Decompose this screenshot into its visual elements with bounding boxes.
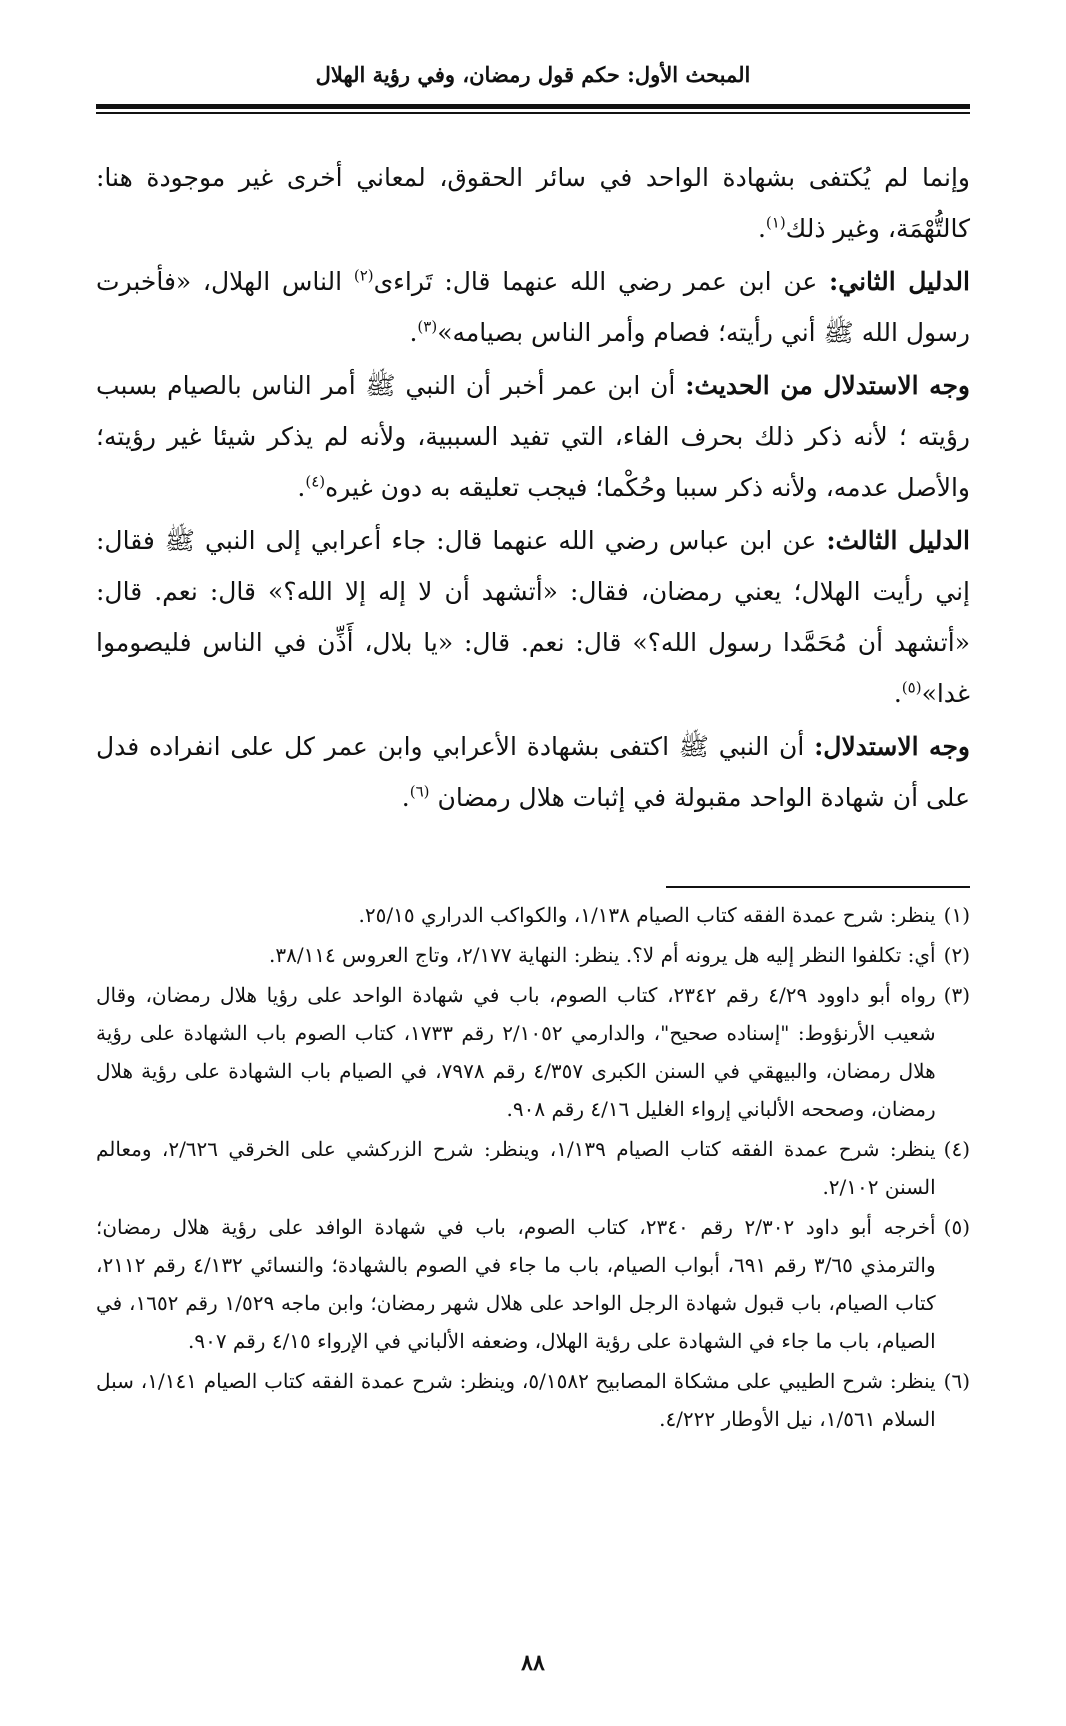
footnote-text: رواه أبو داوود ٤/٢٩ رقم ٢٣٤٢، كتاب الصوم، باب في شهادة الواحد على رؤيا هلال رمضان، وقال شعيب الأرنؤوط: "إسناده صحيح"، والدارمي ٢/١٠٥٢ رقم ١٧٣٣، كتاب الصوم باب الشهادة على رؤية هلال رمضان، والبيهقي في السنن الكبرى ٤/٣٥٧ رقم ٧٩٧٨، في الصيام باب الشهادة على رؤية هلال رمضان، وصححه الألباني إرواء الغليل ٤/١٦ رقم ٩٠٨.	[96, 983, 936, 1121]
header-rule-thin	[96, 112, 970, 114]
footnote-6	[96, 1362, 970, 1438]
paragraph-lead: وجه الاستدلال:	[814, 732, 970, 761]
footnote-ref: (١)	[765, 213, 786, 232]
footnote-text: ينظر: شرح الطيبي على مشكاة المصابيح ٥/١٥٨٢، وينظر: شرح عمدة الفقه كتاب الصيام ١/١٤١، سبل السلام ١/٥٦١، نيل الأوطار ٤/٢٢٢.	[96, 1369, 936, 1431]
paragraph-end: .	[409, 318, 418, 347]
footnote-text: ينظر: شرح عمدة الفقه كتاب الصيام ١/١٣٨، والكواكب الدراري ٢٥/١٥.	[358, 903, 936, 927]
footnote-ref: (٥)	[901, 678, 922, 697]
footnote-ref: (٢)	[353, 266, 374, 285]
paragraph-lead: وجه الاستدلال من الحديث:	[685, 371, 971, 400]
paragraph-5	[96, 721, 970, 823]
footnote-number: (٦)	[943, 1369, 970, 1393]
footnote-text: أخرجه أبو داود ٢/٣٠٢ رقم ٢٣٤٠، كتاب الصوم، باب في شهادة الوافد على رؤية هلال رمضان؛ والترمذي ٣/٦٥ رقم ٦٩١، أبواب الصيام، باب ما جاء في الصوم بالشهادة؛ والنسائي ٤/١٣٢ رقم ٢١١٢، كتاب الصيام، باب قبول شهادة الرجل الواحد على هلال شهر رمضان؛ وابن ماجه ١/٥٢٩ رقم ١٦٥٢، في الصيام، باب ما جاء في الشهادة على رؤية الهلال، وضعفه الألباني في الإرواء ٤/١٥ رقم ٩٠٧.	[96, 1215, 936, 1353]
paragraph-lead: الدليل الثالث:	[826, 526, 970, 555]
footnotes	[96, 896, 970, 1440]
paragraph-text: عن ابن عباس رضي الله عنهما قال: جاء أعرابي إلى النبي ﷺ فقال: إني رأيت الهلال؛ يعني رمضان، فقال: «أتشهد أن لا إله إلا الله؟» قال: نعم. قال: «أتشهد أن مُحَمَّدا رسول الله؟» قال: نعم. قال: «يا بلال، أَذِّن في الناس فليصوموا غدا»	[96, 526, 970, 708]
footnote-separator	[666, 886, 970, 888]
footnote-1	[96, 896, 970, 934]
main-text	[96, 152, 970, 825]
paragraph-text-continued: الناس الهلال، «فأخبرت رسول الله ﷺ أني رأيته؛ فصام وأمر الناس بصيامه»	[96, 267, 970, 347]
paragraph-end: .	[297, 473, 306, 502]
footnote-text: أي: تكلفوا النظر إليه هل يرونه أم لا؟. ينظر: النهاية ٢/١٧٧، وتاج العروس ٣٨/١١٤.	[268, 943, 936, 967]
paragraph-lead: الدليل الثاني:	[829, 267, 970, 296]
footnote-number: (١)	[943, 903, 970, 927]
paragraph-end: .	[757, 214, 766, 243]
footnote-number: (٣)	[943, 983, 970, 1007]
footnote-2	[96, 936, 970, 974]
footnote-ref: (٦)	[409, 782, 430, 801]
footnote-ref: (٤)	[305, 472, 326, 491]
footnote-number: (٤)	[943, 1137, 970, 1161]
paragraph-end: .	[401, 783, 410, 812]
paragraph-3	[96, 360, 970, 513]
paragraph-text: أن ابن عمر أخبر أن النبي ﷺ أمر الناس بالصيام بسبب رؤيته ؛ لأنه ذكر ذلك بحرف الفاء، التي تفيد السببية، ولأنه لم يذكر شيئا غير رؤيته؛ والأصل عدمه، ولأنه ذكر سببا وحُكْما؛ فيجب تعليقه به دون غيره	[96, 371, 970, 502]
footnote-number: (٢)	[943, 943, 970, 967]
paragraph-text: عن ابن عمر رضي الله عنهما قال: تَراءى	[373, 267, 818, 296]
running-header-title: المبحث الأول: حكم قول رمضان، وفي رؤية الهلال	[315, 62, 751, 87]
page-number: ٨٨	[521, 1650, 545, 1676]
paragraph-text: وإنما لم يُكتفى بشهادة الواحد في سائر الحقوق، لمعاني أخرى غير موجودة هنا: كالتُّهْمَة، وغير ذلك	[96, 163, 970, 243]
header-rule-thick	[96, 104, 970, 109]
footnote-5	[96, 1208, 970, 1360]
footnote-3	[96, 976, 970, 1128]
footnote-4	[96, 1130, 970, 1206]
footnote-text: ينظر: شرح عمدة الفقه كتاب الصيام ١/١٣٩، وينظر: شرح الزركشي على الخرقي ٢/٦٢٦، ومعالم السنن ٢/١٠٢.	[96, 1137, 936, 1199]
paragraph-text: أن النبي ﷺ اكتفى بشهادة الأعرابي وابن عمر كل على انفراده فدل على أن شهادة الواحد مقبولة في إثبات هلال رمضان	[96, 732, 970, 812]
paragraph-end: .	[893, 679, 902, 708]
paragraph-1	[96, 152, 970, 254]
paragraph-2	[96, 256, 970, 358]
paragraph-4	[96, 515, 970, 719]
footnote-ref: (٣)	[417, 317, 438, 336]
footnote-number: (٥)	[943, 1215, 970, 1239]
